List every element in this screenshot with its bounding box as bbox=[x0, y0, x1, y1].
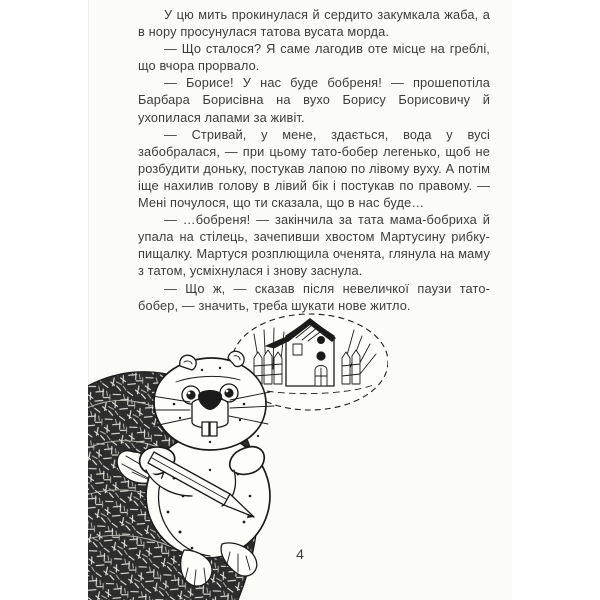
paragraph: — …бобреня! — закінчила за тата мама-бобриха й упала на стілець, зачепивши хвостом Мартусину рибку-пищалку. Мартуся розплющила оченята, глянула на маму з татом, усміхнулася і знову заснула. bbox=[138, 212, 490, 279]
paragraph: — Борисе! У нас буде бобреня! — прошепотіла Барбара Борисівна на вухо Борису Борисовичу й ухопилася лапами за живіт. bbox=[138, 75, 490, 125]
paragraph: — Що сталося? Я саме лагодив оте місце на греблі, що вчора прорвало. bbox=[138, 41, 490, 74]
paragraph: — Що ж, — сказав після невеличкої паузи тато-бобер, — значить, треба шукати нове житло. bbox=[138, 280, 490, 313]
beaver-tooth-right bbox=[210, 422, 217, 436]
body-text-column bbox=[138, 6, 490, 314]
beaver-tooth-left bbox=[202, 422, 209, 436]
paragraph: У цю мить прокинулася й сердито закумкала жаба, а в нору просунулася татова вусата морда. bbox=[138, 7, 490, 40]
page-number: 4 bbox=[296, 546, 304, 562]
paragraph: — Стривай, у мене, здається, вода у вусі забобралася, — при цьому тато-бобер легенько, щоб не розбудити доньку, постукав лапою по лівому вуху. А потім іще нахилив голову в лівий бік і постукав по правому. — Мені почулося, що ти сказала, що в нас буде… bbox=[138, 126, 490, 211]
